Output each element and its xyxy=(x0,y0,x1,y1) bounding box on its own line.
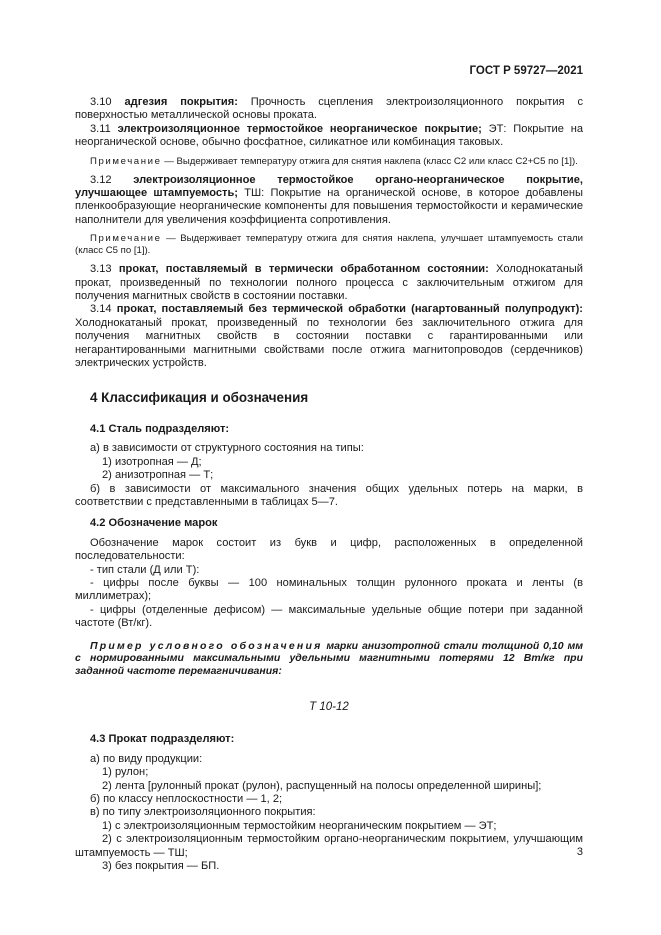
note-label: Примечание xyxy=(90,233,162,245)
clause-3-11 xyxy=(75,123,583,150)
example-label: Пример условного обозначения xyxy=(90,639,323,652)
term: электроизоляционное термостойкое органо-неорганическое покрытие, улучшающее штампуемость; xyxy=(75,173,583,200)
clause-number: 3.12 xyxy=(90,173,112,186)
term: прокат, поставляемый в термически обработанном состоянии: xyxy=(118,263,489,276)
definition: ЭТ: Покрытие на неорганической основе, обычно фосфатное, силикатное или комбинация таковых. xyxy=(75,122,584,149)
document-standard-header: ГОСТ Р 59727—2021 xyxy=(469,65,583,77)
list-item: 1) с электроизоляционным термостойким неорганическим покрытием — ЭТ; xyxy=(102,819,497,832)
note-text: — Выдерживает температуру отжига для снятия наклепа (класс С2 или класс С2+С5 по [1]). xyxy=(161,155,578,167)
list-item: - цифры после буквы — 100 номинальных толщин рулонного проката и ленты (в миллиметрах); xyxy=(75,576,583,603)
list-item: 2) анизотропная — Т; xyxy=(102,469,214,482)
list-item: - тип стали (Д или Т): xyxy=(90,563,200,576)
note-label: Примечание xyxy=(90,155,162,167)
note-3-11 xyxy=(75,156,583,168)
clause-4-1-heading: 4.1 Сталь подразделяют: xyxy=(90,422,230,435)
list-item: б) по классу неплоскостности — 1, 2; xyxy=(90,793,283,806)
clause-4-2-heading: 4.2 Обозначение марок xyxy=(90,517,218,530)
list-item: а) по виду продукции: xyxy=(90,752,203,765)
list-item: - цифры (отделенные дефисом) — максимальные удельные общие потери при заданной частоте (Вт/кг). xyxy=(75,603,583,630)
definition: Холоднокатаный прокат, произведенный по технологии без заключительного отжига для получения магнитных свойств в состоянии поставки с гарантированными или негарантированными магнитными свойствами после отжига магнитопроводов (сердечников) электрических устройств. xyxy=(75,316,583,370)
list-item: 2) лента [рулонный прокат (рулон), распущенный на полосы определенной ширины]; xyxy=(102,779,542,792)
list-item: 3) без покрытия — БП. xyxy=(102,860,220,873)
definition: Прочность сцепления электроизоляционного покрытия с поверхностью металлической основы проката. xyxy=(75,96,583,122)
list-item: 1) изотропная — Д; xyxy=(102,455,202,468)
section-4-heading: 4 Классификация и обозначения xyxy=(90,389,309,405)
list-item: б) в зависимости от максимального значения общих удельных потерь на марки, в соответствии с представленными в таблицах 5—7. xyxy=(75,482,583,508)
clause-3-10 xyxy=(75,96,583,123)
term: прокат, поставляемый без термической обработки (нагартованный полупродукт): xyxy=(116,303,583,316)
definition: Холоднокатаный прокат, произведенный по технологии полного процесса с заключительным отжигом для получения магнитных свойств в состоянии поставки. xyxy=(75,263,583,303)
list-item: в) по типу электроизоляционного покрытия: xyxy=(90,806,316,819)
designation-formula: Т 10-12 xyxy=(309,700,349,713)
clause-number: 3.13 xyxy=(90,263,112,276)
example-text: марки анизотропной стали толщиной 0,10 мм с нормированными максимальными удельными магнитными потерями 12 Вт/кг при заданной частоте перемагничивания: xyxy=(75,639,584,678)
term: адгезия покрытия: xyxy=(124,96,238,108)
clause-3-13 xyxy=(75,263,583,303)
page-number: 3 xyxy=(576,846,583,858)
list-item: 2) с электроизоляционным термостойким органо-неорганическим покрытием, улучшающим штампуемость — ТШ; xyxy=(75,833,583,859)
clause-number: 3.10 xyxy=(90,96,112,108)
list-item: а) в зависимости от структурного состояния на типы: xyxy=(90,442,364,455)
clause-3-12 xyxy=(75,174,583,228)
clause-4-3-heading: 4.3 Прокат подразделяют: xyxy=(90,733,235,746)
paragraph: Обозначение марок состоит из букв и цифр, расположенных в определенной последовательности: xyxy=(75,536,583,563)
note-3-12 xyxy=(75,233,583,257)
designation-example xyxy=(75,640,583,678)
list-item: 1) рулон; xyxy=(102,766,149,779)
term: электроизоляционное термостойкое неорганическое покрытие; xyxy=(117,122,482,135)
clause-3-14 xyxy=(75,303,583,370)
clause-number: 3.11 xyxy=(90,122,111,135)
note-text: — Выдерживает температуру отжига для снятия наклепа, улучшает штампуемость стали (класс С5 по [1]). xyxy=(75,233,583,257)
definition: ТШ: Покрытие на органической основе, в которое добавлены пленкообразующие неорганические компоненты для повышения термостойкости и керамические наполнители для увеличения коэффициента сопротивления. xyxy=(75,187,583,226)
clause-number: 3.14 xyxy=(90,303,112,316)
page-content xyxy=(75,96,583,873)
